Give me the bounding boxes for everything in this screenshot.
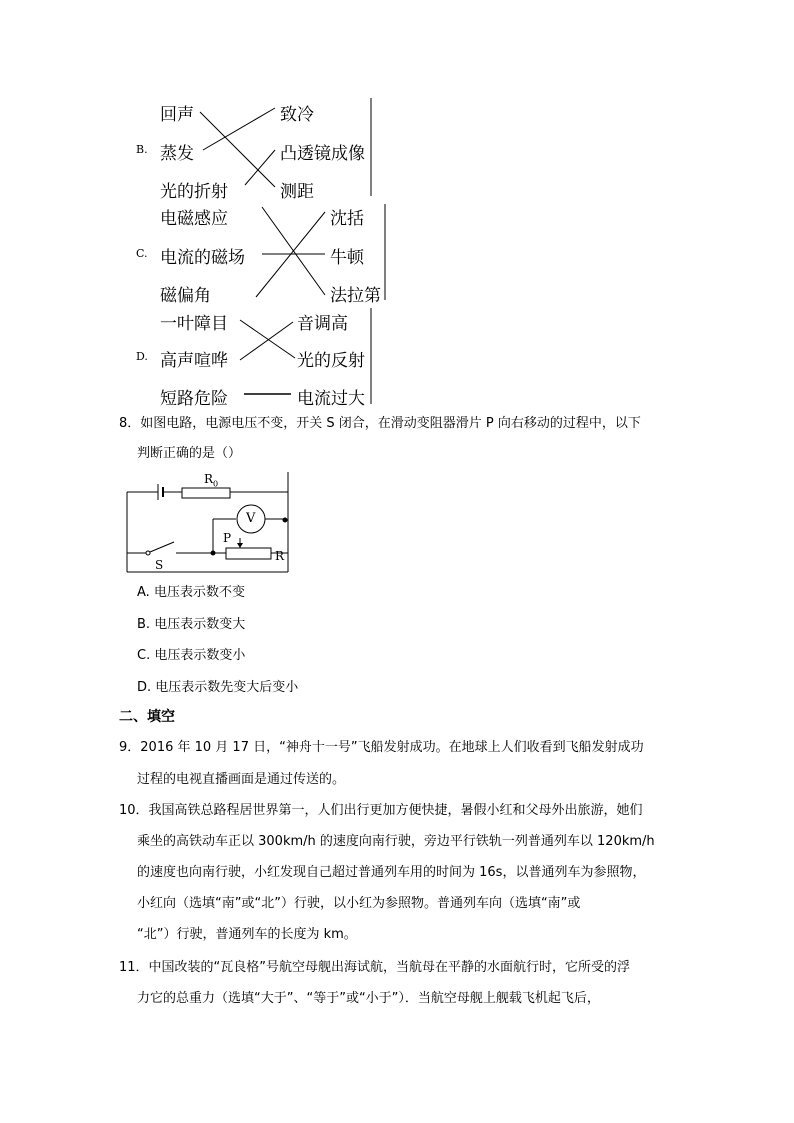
match-left-item: 光的折射 <box>160 182 228 202</box>
question-text: 乘坐的高铁动车正以 300km/h 的速度向南行驶，旁边平行铁轨一列普通列车以 120km/h <box>137 834 655 849</box>
match-right-item: 致冷 <box>280 105 314 125</box>
option-letter: C. <box>136 247 148 260</box>
match-left-item: 短路危险 <box>160 389 228 409</box>
switch-s-label: S <box>155 558 164 572</box>
option-d[interactable] <box>137 676 298 695</box>
option-letter: C. <box>137 648 151 663</box>
option-letter: B. <box>137 617 151 632</box>
option-letter: D. <box>136 350 148 363</box>
rheostat-r-label: R <box>275 549 285 563</box>
match-left-item: 回声 <box>160 105 194 125</box>
match-left-item: 蒸发 <box>160 144 194 164</box>
match-right-item: 凸透镜成像 <box>280 144 365 164</box>
voltmeter-label: V <box>246 511 256 526</box>
match-left-item: 磁偏角 <box>160 286 211 306</box>
match-right-item: 电流过大 <box>297 389 365 409</box>
section-title: 二、填空 <box>119 709 175 725</box>
option-letter: A. <box>137 585 150 600</box>
question-text: 9．2016 年 10 月 17 日，“神舟十一号”飞船发射成功。在地球上人们收看到飞船发射成功 <box>119 740 644 755</box>
match-right-item: 音调高 <box>297 314 348 334</box>
option-c[interactable] <box>137 644 245 663</box>
question-text: 力它的总重力（选填“大于”、“等于”或“小于”）．当航空母舰上舰载飞机起飞后， <box>137 991 600 1006</box>
option-letter: D. <box>137 680 152 695</box>
option-text: 电压表示数变大 <box>154 617 246 632</box>
match-right-item: 沈括 <box>330 209 364 229</box>
match-left-item: 高声喧哗 <box>160 351 228 371</box>
option-text: 电压表示数不变 <box>153 585 245 600</box>
option-text: 电压表示数变小 <box>154 648 246 663</box>
match-left-item: 电流的磁场 <box>160 248 245 268</box>
option-a[interactable] <box>137 581 245 600</box>
option-b[interactable] <box>137 613 245 632</box>
match-left-item: 电磁感应 <box>160 209 228 229</box>
question-text: 小红向（选填“南”或“北”）行驶，以小红为参照物。普通列车向（选填“南”或 <box>137 896 581 911</box>
question-text: 判断正确的是（） <box>137 446 242 461</box>
resistor-r0-label: $R_0$ <box>204 472 219 489</box>
question-text: 过程的电视直播画面是通过传送的。 <box>137 772 346 787</box>
option-letter: B. <box>136 143 148 156</box>
match-right-item: 法拉第 <box>330 286 381 306</box>
question-text: 8．如图电路，电源电压不变，开关 S 闭合，在滑动变阻器滑片 P 向右移动的过程中，以下 <box>119 416 641 431</box>
match-right-item: 光的反射 <box>297 351 365 371</box>
question-text: 的速度也向南行驶，小红发现自己超过普通列车用的时间为 16s，以普通列车为参照物， <box>137 865 646 880</box>
question-text: 10．我国高铁总路程居世界第一，人们出行更加方便快捷，暑假小红和父母外出旅游，她们 <box>119 803 643 818</box>
option-text: 电压表示数先变大后变小 <box>155 680 299 695</box>
match-right-item: 测距 <box>280 182 314 202</box>
slider-p-label: P <box>223 531 232 545</box>
match-left-item: 一叶障目 <box>160 314 228 334</box>
question-text: 11．中国改装的“瓦良格”号航空母舰出海试航，当航母在平静的水面航行时，它所受的浮 <box>119 960 631 975</box>
question-text: “北”）行驶，普通列车的长度为 km。 <box>137 927 357 942</box>
match-right-item: 牛顿 <box>330 248 364 268</box>
